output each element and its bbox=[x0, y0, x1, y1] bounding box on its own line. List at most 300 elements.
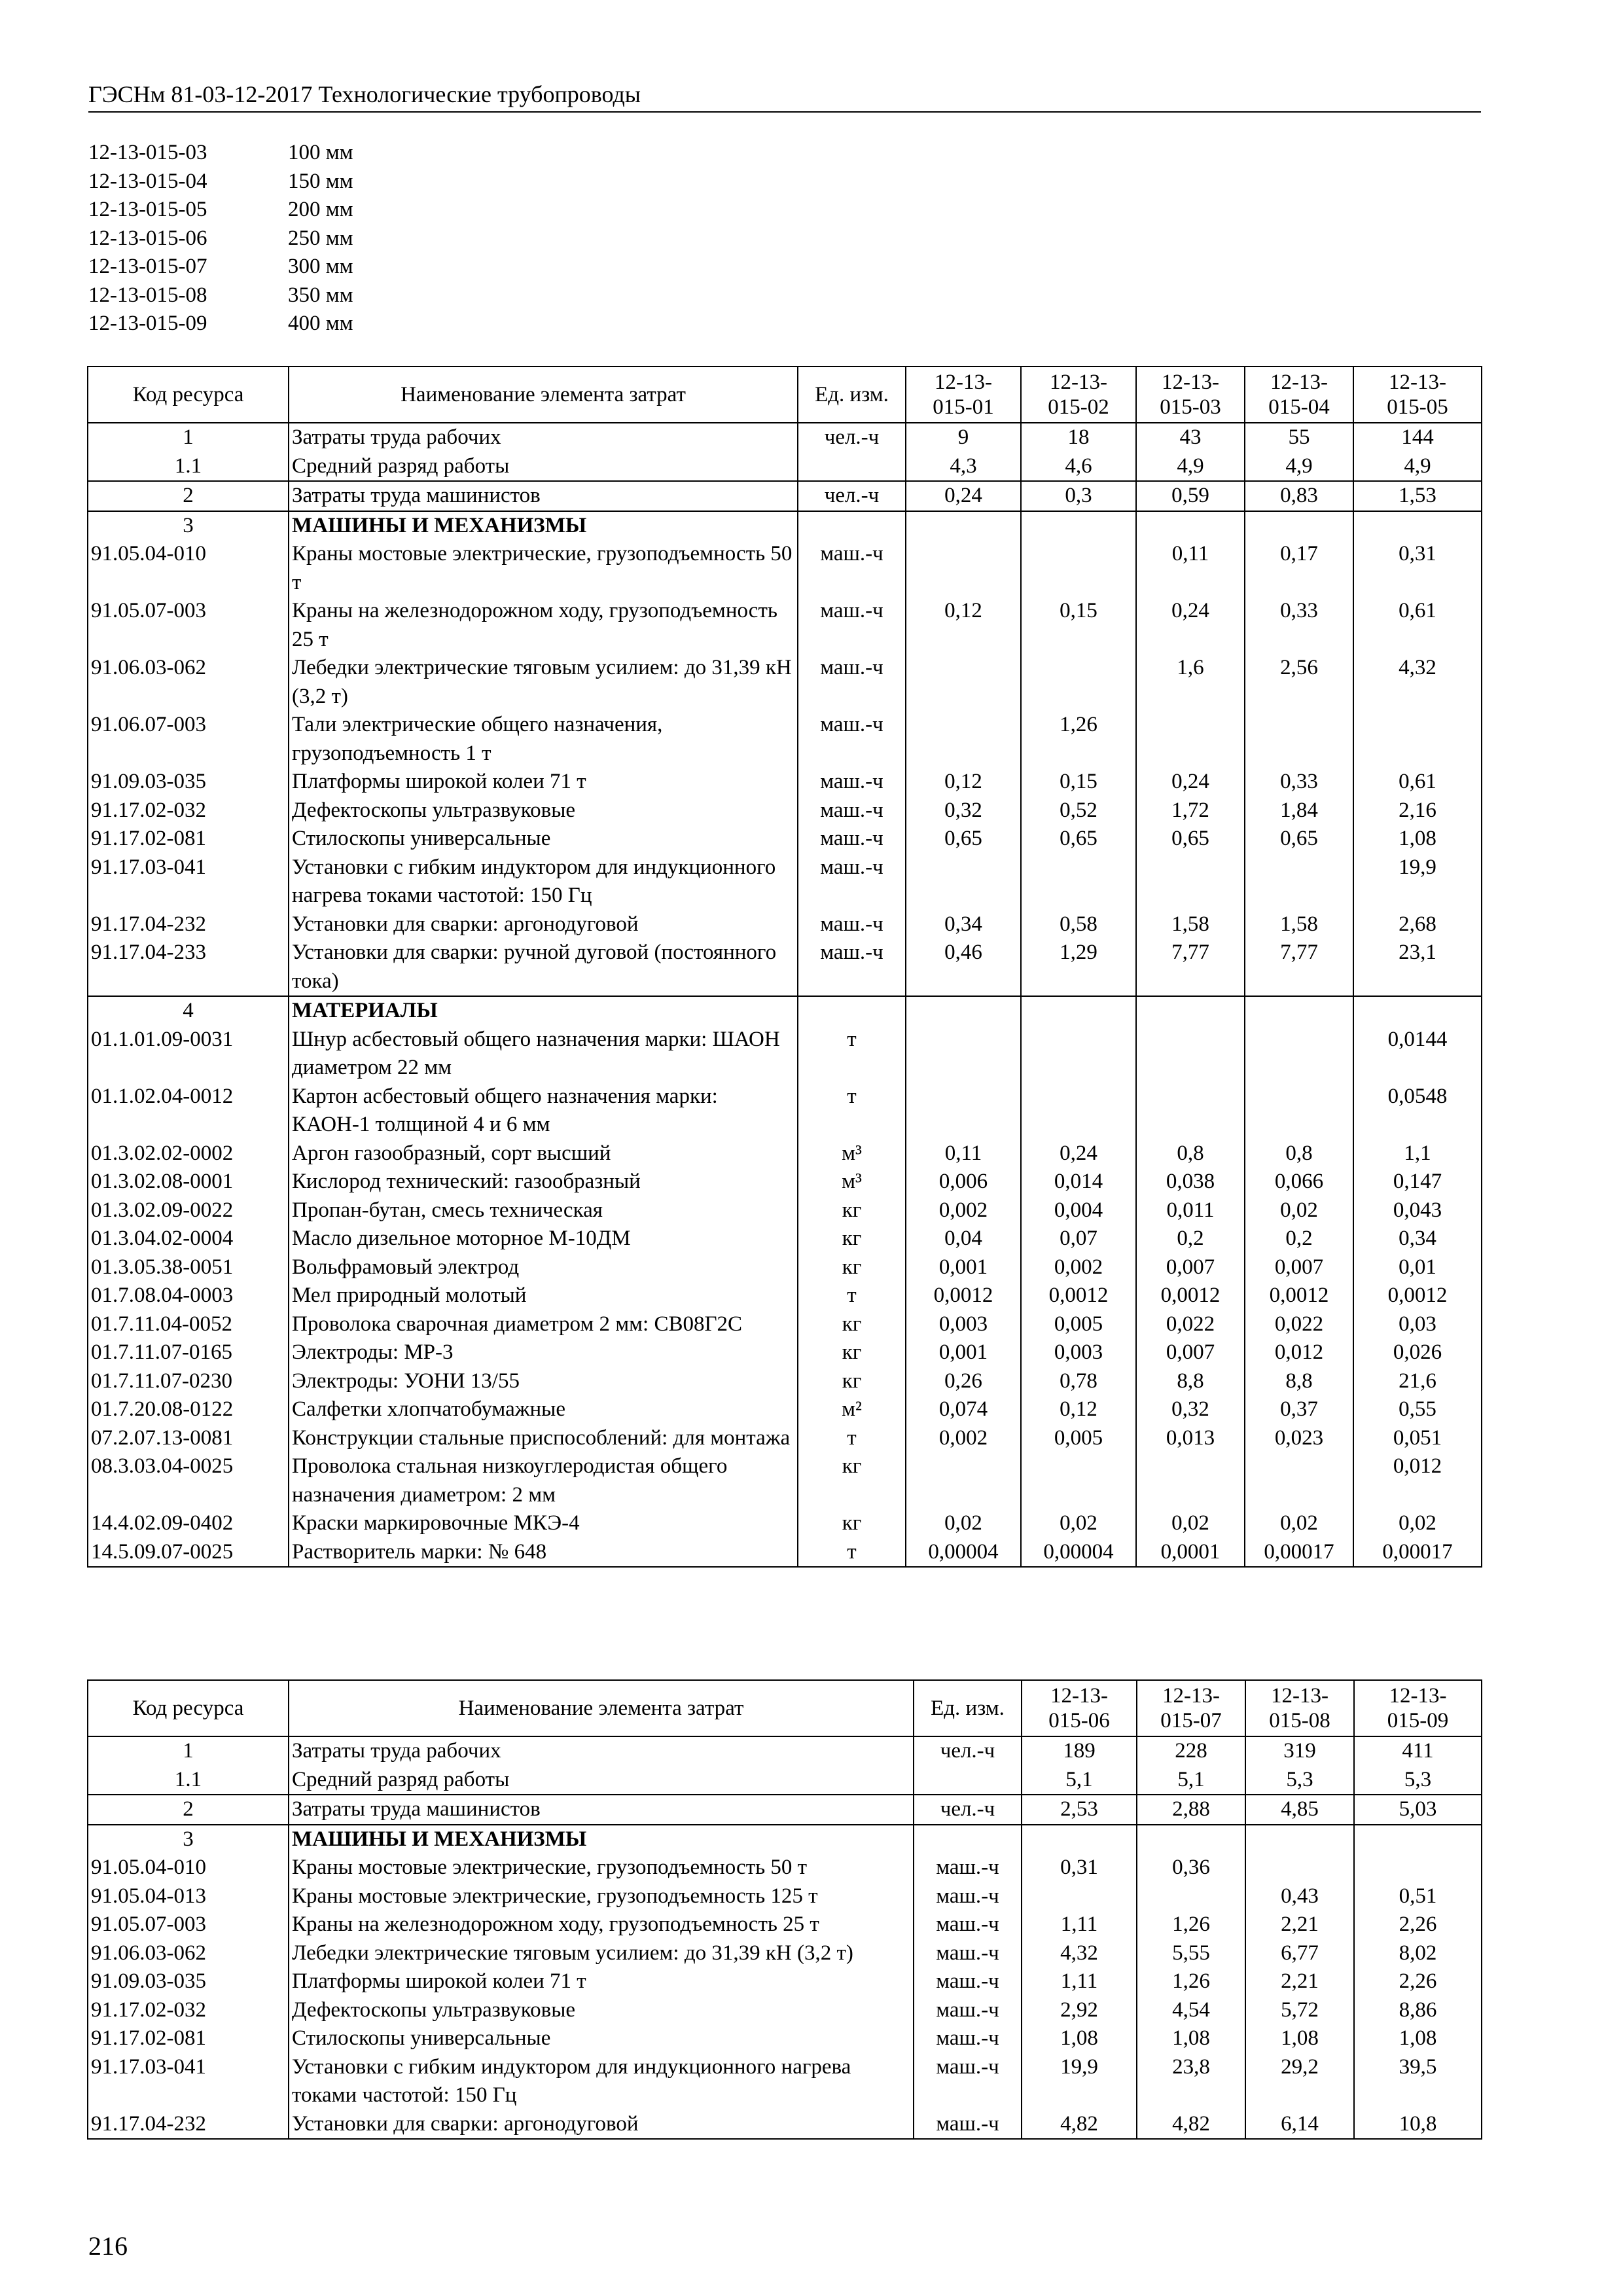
resource-code: 2 bbox=[88, 1795, 289, 1825]
column-header: 12-13- 015-03 bbox=[1136, 367, 1245, 423]
resource-value: 0,02 bbox=[1136, 1509, 1245, 1538]
table-row bbox=[88, 2024, 1482, 2053]
resource-value bbox=[1022, 1882, 1137, 1911]
resource-value bbox=[1354, 1854, 1482, 1882]
resource-code: 91.05.07-003 bbox=[88, 1910, 289, 1939]
resource-value: 7,77 bbox=[1136, 939, 1245, 996]
resource-value bbox=[906, 1452, 1021, 1509]
resource-unit bbox=[914, 1766, 1022, 1795]
resource-value: 0,33 bbox=[1245, 597, 1353, 654]
resource-value: 1,08 bbox=[1245, 2024, 1354, 2053]
column-header: 12-13- 015-07 bbox=[1137, 1680, 1245, 1736]
resource-value: 5,3 bbox=[1245, 1766, 1354, 1795]
table-row bbox=[88, 1825, 1482, 1854]
table-row bbox=[88, 1083, 1482, 1139]
resource-unit bbox=[798, 452, 906, 482]
resource-value: 23,1 bbox=[1353, 939, 1482, 996]
resource-unit: маш.-ч bbox=[914, 1854, 1022, 1882]
table-row bbox=[88, 853, 1482, 910]
resource-value: 0,051 bbox=[1353, 1424, 1482, 1453]
resource-name: Платформы широкой колеи 71 т bbox=[289, 768, 798, 797]
table-row bbox=[88, 825, 1482, 853]
resource-unit bbox=[798, 511, 906, 541]
resource-name: Картон асбестовый общего назначения марки: КАОН-1 толщиной 4 и 6 мм bbox=[289, 1083, 798, 1139]
table-row bbox=[88, 1168, 1482, 1196]
resource-code: 01.3.05.38-0051 bbox=[88, 1253, 289, 1282]
resource-value: 1,53 bbox=[1353, 481, 1482, 511]
resource-value: 0,12 bbox=[906, 597, 1021, 654]
resource-unit: маш.-ч bbox=[914, 2053, 1022, 2110]
resource-value: 10,8 bbox=[1354, 2110, 1482, 2140]
resource-unit: маш.-ч bbox=[914, 2024, 1022, 2053]
resource-unit: м³ bbox=[798, 1139, 906, 1168]
table-row bbox=[88, 996, 1482, 1026]
resource-name: Лебедки электрические тяговым усилием: до 31,39 кН (3,2 т) bbox=[289, 654, 798, 711]
resource-value: 0,043 bbox=[1353, 1196, 1482, 1225]
resource-name: Дефектоскопы ультразвуковые bbox=[289, 797, 798, 825]
resource-value: 2,26 bbox=[1354, 1910, 1482, 1939]
resource-value: 1,26 bbox=[1021, 711, 1136, 768]
resource-value: 4,54 bbox=[1137, 1996, 1245, 2025]
resource-value bbox=[906, 511, 1021, 541]
resource-value bbox=[1021, 853, 1136, 910]
resource-code: 91.17.02-032 bbox=[88, 797, 289, 825]
code-list-item bbox=[88, 196, 353, 224]
resource-code: 01.7.20.08-0122 bbox=[88, 1395, 289, 1424]
resource-value: 2,21 bbox=[1245, 1910, 1354, 1939]
resource-unit: маш.-ч bbox=[798, 825, 906, 853]
code-list-code: 12-13-015-03 bbox=[88, 141, 207, 164]
resource-value: 1,29 bbox=[1021, 939, 1136, 996]
resource-unit: маш.-ч bbox=[914, 1910, 1022, 1939]
resource-value: 0,3 bbox=[1021, 481, 1136, 511]
table-row bbox=[88, 1996, 1482, 2025]
resource-code: 91.17.02-032 bbox=[88, 1996, 289, 2025]
resource-name: МАШИНЫ И МЕХАНИЗМЫ bbox=[289, 511, 798, 541]
resource-value: 29,2 bbox=[1245, 2053, 1354, 2110]
resource-name: Установки для сварки: аргонодуговой bbox=[289, 2110, 914, 2140]
resource-unit: т bbox=[798, 1083, 906, 1139]
table-row bbox=[88, 1939, 1482, 1968]
code-list-item bbox=[88, 310, 353, 338]
resource-value bbox=[1021, 996, 1136, 1026]
resource-value: 23,8 bbox=[1137, 2053, 1245, 2110]
resource-value: 0,012 bbox=[1245, 1338, 1353, 1367]
resource-unit: маш.-ч bbox=[914, 2110, 1022, 2140]
resource-value: 0,007 bbox=[1245, 1253, 1353, 1282]
resource-value: 5,03 bbox=[1354, 1795, 1482, 1825]
resource-name: Краны мостовые электрические, грузоподъемность 125 т bbox=[289, 1882, 914, 1911]
resource-code: 07.2.07.13-0081 bbox=[88, 1424, 289, 1453]
resource-value: 4,9 bbox=[1245, 452, 1353, 482]
resource-code: 91.06.03-062 bbox=[88, 654, 289, 711]
resource-unit: кг bbox=[798, 1253, 906, 1282]
resource-code: 91.05.04-013 bbox=[88, 1882, 289, 1911]
resource-code: 01.7.11.07-0230 bbox=[88, 1367, 289, 1396]
resource-value: 189 bbox=[1022, 1736, 1137, 1766]
resource-value bbox=[1136, 1452, 1245, 1509]
resource-code: 91.06.07-003 bbox=[88, 711, 289, 768]
resource-value: 8,8 bbox=[1136, 1367, 1245, 1396]
code-list-code: 12-13-015-04 bbox=[88, 169, 207, 193]
resource-value: 0,32 bbox=[1136, 1395, 1245, 1424]
resource-unit: маш.-ч bbox=[914, 1882, 1022, 1911]
resource-code: 91.17.04-232 bbox=[88, 2110, 289, 2140]
resource-value: 0,15 bbox=[1021, 597, 1136, 654]
resource-unit: кг bbox=[798, 1338, 906, 1367]
resource-name: Стилоскопы универсальные bbox=[289, 2024, 914, 2053]
column-header: 12-13- 015-04 bbox=[1245, 367, 1353, 423]
resource-value: 9 bbox=[906, 423, 1021, 452]
resource-value: 0,0012 bbox=[1245, 1282, 1353, 1310]
resource-value bbox=[1137, 1882, 1245, 1911]
resource-value: 0,8 bbox=[1245, 1139, 1353, 1168]
resource-value: 0,31 bbox=[1353, 540, 1482, 597]
resource-unit: маш.-ч bbox=[798, 540, 906, 597]
resource-value: 0,43 bbox=[1245, 1882, 1354, 1911]
table-row bbox=[88, 711, 1482, 768]
resource-value: 2,92 bbox=[1022, 1996, 1137, 2025]
resource-code: 4 bbox=[88, 996, 289, 1026]
resource-value: 0,074 bbox=[906, 1395, 1021, 1424]
resource-value bbox=[1021, 1083, 1136, 1139]
resource-value: 8,86 bbox=[1354, 1996, 1482, 2025]
resource-unit: т bbox=[798, 1282, 906, 1310]
resource-value: 0,00004 bbox=[906, 1538, 1021, 1568]
resource-value: 0,26 bbox=[906, 1367, 1021, 1396]
resource-value: 0,51 bbox=[1354, 1882, 1482, 1911]
resource-name: Электроды: УОНИ 13/55 bbox=[289, 1367, 798, 1396]
table-row bbox=[88, 1253, 1482, 1282]
resource-value: 1,08 bbox=[1022, 2024, 1137, 2053]
resource-value: 0,24 bbox=[1021, 1139, 1136, 1168]
resource-unit: т bbox=[798, 1538, 906, 1568]
resource-name: Краны на железнодорожном ходу, грузоподъемность 25 т bbox=[289, 1910, 914, 1939]
resource-value: 1,08 bbox=[1354, 2024, 1482, 2053]
code-list-size: 100 мм bbox=[288, 141, 353, 164]
resource-unit: маш.-ч bbox=[798, 939, 906, 996]
resource-name: Установки для сварки: ручной дуговой (постоянного тока) bbox=[289, 939, 798, 996]
resource-code: 08.3.03.04-0025 bbox=[88, 1452, 289, 1509]
table-row bbox=[88, 1854, 1482, 1882]
resource-value: 0,17 bbox=[1245, 540, 1353, 597]
table-row bbox=[88, 1196, 1482, 1225]
resource-unit bbox=[798, 996, 906, 1026]
table-row bbox=[88, 1509, 1482, 1538]
resource-value: 2,26 bbox=[1354, 1967, 1482, 1996]
resource-code: 01.7.11.04-0052 bbox=[88, 1310, 289, 1339]
resource-value: 0,04 bbox=[906, 1225, 1021, 1253]
resource-code: 3 bbox=[88, 511, 289, 541]
resource-code: 91.17.02-081 bbox=[88, 2024, 289, 2053]
column-header: 12-13- 015-06 bbox=[1022, 1680, 1137, 1736]
resource-value: 0,24 bbox=[1136, 597, 1245, 654]
column-header: Код ресурса bbox=[88, 1680, 289, 1736]
resource-value: 0,83 bbox=[1245, 481, 1353, 511]
resource-value bbox=[1354, 1825, 1482, 1854]
resource-value: 0,022 bbox=[1136, 1310, 1245, 1339]
resource-value bbox=[1136, 711, 1245, 768]
resource-value: 0,65 bbox=[1245, 825, 1353, 853]
table-row bbox=[88, 1424, 1482, 1453]
resource-code: 2 bbox=[88, 481, 289, 511]
resource-unit: м³ bbox=[798, 1168, 906, 1196]
resource-value: 8,02 bbox=[1354, 1939, 1482, 1968]
resource-name: Электроды: МР-3 bbox=[289, 1338, 798, 1367]
code-list-size: 200 мм bbox=[288, 198, 353, 221]
resource-value bbox=[906, 540, 1021, 597]
resource-code: 14.5.09.07-0025 bbox=[88, 1538, 289, 1568]
resource-value: 4,85 bbox=[1245, 1795, 1354, 1825]
resource-value: 0,0548 bbox=[1353, 1083, 1482, 1139]
resource-name: Салфетки хлопчатобумажные bbox=[289, 1395, 798, 1424]
resource-name: Аргон газообразный, сорт высший bbox=[289, 1139, 798, 1168]
resource-value: 1,08 bbox=[1353, 825, 1482, 853]
resource-name: Затраты труда машинистов bbox=[289, 481, 798, 511]
table-row bbox=[88, 1395, 1482, 1424]
resource-name: Проволока сварочная диаметром 2 мм: СВ08Г2С bbox=[289, 1310, 798, 1339]
resource-value: 4,32 bbox=[1353, 654, 1482, 711]
resource-value: 1,11 bbox=[1022, 1967, 1137, 1996]
resource-value: 0,8 bbox=[1136, 1139, 1245, 1168]
resource-value bbox=[1137, 1825, 1245, 1854]
resource-value: 19,9 bbox=[1353, 853, 1482, 910]
resource-table-2 bbox=[87, 1679, 1482, 2140]
resource-value: 0,46 bbox=[906, 939, 1021, 996]
resource-code: 1 bbox=[88, 1736, 289, 1766]
resource-name: Тали электрические общего назначения, грузоподъемность 1 т bbox=[289, 711, 798, 768]
page-number: 216 bbox=[88, 2231, 128, 2261]
table-row bbox=[88, 1882, 1482, 1911]
resource-value: 4,82 bbox=[1137, 2110, 1245, 2140]
code-list-size: 400 мм bbox=[288, 312, 353, 335]
resource-code: 91.17.03-041 bbox=[88, 853, 289, 910]
resource-value: 0,52 bbox=[1021, 797, 1136, 825]
resource-value: 0,01 bbox=[1353, 1253, 1482, 1282]
resource-code: 91.17.04-232 bbox=[88, 910, 289, 939]
resource-value: 0,12 bbox=[1021, 1395, 1136, 1424]
resource-value bbox=[1136, 511, 1245, 541]
resource-value: 0,012 bbox=[1353, 1452, 1482, 1509]
resource-code: 01.1.02.04-0012 bbox=[88, 1083, 289, 1139]
resource-value: 0,07 bbox=[1021, 1225, 1136, 1253]
table-row bbox=[88, 1967, 1482, 1996]
resource-value: 0,011 bbox=[1136, 1196, 1245, 1225]
resource-unit: чел.-ч bbox=[798, 423, 906, 452]
resource-name: Пропан-бутан, смесь техническая bbox=[289, 1196, 798, 1225]
resource-unit: маш.-ч bbox=[798, 853, 906, 910]
column-header: 12-13- 015-05 bbox=[1353, 367, 1482, 423]
resource-value: 0,02 bbox=[1245, 1509, 1353, 1538]
resource-value bbox=[1245, 511, 1353, 541]
resource-value: 0,0012 bbox=[1021, 1282, 1136, 1310]
resource-code: 01.3.04.02-0004 bbox=[88, 1225, 289, 1253]
column-header: Наименование элемента затрат bbox=[289, 367, 798, 423]
resource-name: Установки с гибким индуктором для индукционного нагрева токами частотой: 150 Гц bbox=[289, 2053, 914, 2110]
resource-value: 0,33 bbox=[1245, 768, 1353, 797]
resource-value: 411 bbox=[1354, 1736, 1482, 1766]
resource-unit: маш.-ч bbox=[914, 1996, 1022, 2025]
resource-value: 0,0012 bbox=[1136, 1282, 1245, 1310]
code-list-size: 250 мм bbox=[288, 226, 353, 250]
resource-unit: кг bbox=[798, 1367, 906, 1396]
code-list-item bbox=[88, 224, 353, 253]
resource-value: 0,004 bbox=[1021, 1196, 1136, 1225]
resource-value: 1,58 bbox=[1245, 910, 1353, 939]
code-list-item bbox=[88, 253, 353, 281]
table-row bbox=[88, 452, 1482, 482]
resource-value bbox=[1021, 1026, 1136, 1083]
resource-value bbox=[1021, 654, 1136, 711]
resource-value: 1,84 bbox=[1245, 797, 1353, 825]
resource-value: 0,02 bbox=[1021, 1509, 1136, 1538]
resource-value: 0,78 bbox=[1021, 1367, 1136, 1396]
resource-value: 2,56 bbox=[1245, 654, 1353, 711]
resource-value: 6,77 bbox=[1245, 1939, 1354, 1968]
column-header: 12-13- 015-09 bbox=[1354, 1680, 1482, 1736]
resource-unit: кг bbox=[798, 1225, 906, 1253]
resource-name: Шнур асбестовый общего назначения марки: ШАОН диаметром 22 мм bbox=[289, 1026, 798, 1083]
resource-value bbox=[1021, 1452, 1136, 1509]
resource-value: 5,1 bbox=[1137, 1766, 1245, 1795]
resource-value: 21,6 bbox=[1353, 1367, 1482, 1396]
resource-name: Стилоскопы универсальные bbox=[289, 825, 798, 853]
table-row bbox=[88, 910, 1482, 939]
resource-value: 0,32 bbox=[906, 797, 1021, 825]
resource-value: 228 bbox=[1137, 1736, 1245, 1766]
resource-value bbox=[906, 996, 1021, 1026]
table-row bbox=[88, 1367, 1482, 1396]
resource-value: 0,02 bbox=[906, 1509, 1021, 1538]
resource-code: 01.7.11.07-0165 bbox=[88, 1338, 289, 1367]
resource-value: 2,68 bbox=[1353, 910, 1482, 939]
table-row bbox=[88, 939, 1482, 996]
resource-code: 01.3.02.09-0022 bbox=[88, 1196, 289, 1225]
resource-unit: маш.-ч bbox=[798, 711, 906, 768]
resource-unit: кг bbox=[798, 1310, 906, 1339]
resource-value: 18 bbox=[1021, 423, 1136, 452]
resource-code: 3 bbox=[88, 1825, 289, 1854]
resource-value: 0,2 bbox=[1245, 1225, 1353, 1253]
resource-value: 0,005 bbox=[1021, 1310, 1136, 1339]
resource-value bbox=[1245, 996, 1353, 1026]
resource-name: Средний разряд работы bbox=[289, 452, 798, 482]
resource-unit: чел.-ч bbox=[798, 481, 906, 511]
resource-name: Масло дизельное моторное М-10ДМ bbox=[289, 1225, 798, 1253]
resource-unit: чел.-ч bbox=[914, 1736, 1022, 1766]
resource-value: 5,3 bbox=[1354, 1766, 1482, 1795]
resource-code: 1.1 bbox=[88, 452, 289, 482]
resource-value: 0,02 bbox=[1245, 1196, 1353, 1225]
resource-value: 144 bbox=[1353, 423, 1482, 452]
resource-name: МАШИНЫ И МЕХАНИЗМЫ bbox=[289, 1825, 914, 1854]
resource-code: 01.3.02.08-0001 bbox=[88, 1168, 289, 1196]
code-list-item bbox=[88, 281, 353, 310]
resource-value bbox=[1245, 1026, 1353, 1083]
resource-unit: маш.-ч bbox=[798, 768, 906, 797]
resource-value: 5,72 bbox=[1245, 1996, 1354, 2025]
resource-value: 4,9 bbox=[1353, 452, 1482, 482]
resource-value: 0,31 bbox=[1022, 1854, 1137, 1882]
resource-value bbox=[1136, 1026, 1245, 1083]
resource-value: 0,65 bbox=[1021, 825, 1136, 853]
resource-unit: маш.-ч bbox=[914, 1967, 1022, 1996]
resource-name: Краны мостовые электрические, грузоподъемность 50 т bbox=[289, 540, 798, 597]
resource-value: 43 bbox=[1136, 423, 1245, 452]
resource-value: 1,08 bbox=[1137, 2024, 1245, 2053]
resource-value: 4,9 bbox=[1136, 452, 1245, 482]
resource-value: 0,005 bbox=[1021, 1424, 1136, 1453]
resource-value: 39,5 bbox=[1354, 2053, 1482, 2110]
resource-value bbox=[1353, 711, 1482, 768]
resource-code: 01.1.01.09-0031 bbox=[88, 1026, 289, 1083]
code-list-size: 150 мм bbox=[288, 169, 353, 193]
resource-value: 19,9 bbox=[1022, 2053, 1137, 2110]
code-list-size: 300 мм bbox=[288, 255, 353, 278]
resource-name: Вольфрамовый электрод bbox=[289, 1253, 798, 1282]
resource-name: Краски маркировочные МКЭ-4 bbox=[289, 1509, 798, 1538]
resource-code: 91.17.04-233 bbox=[88, 939, 289, 996]
resource-value: 0,12 bbox=[906, 768, 1021, 797]
resource-value: 0,0144 bbox=[1353, 1026, 1482, 1083]
resource-value bbox=[906, 853, 1021, 910]
resource-value: 5,55 bbox=[1137, 1939, 1245, 1968]
code-list-code: 12-13-015-08 bbox=[88, 283, 207, 307]
resource-name: МАТЕРИАЛЫ bbox=[289, 996, 798, 1026]
resource-value: 2,21 bbox=[1245, 1967, 1354, 1996]
resource-value bbox=[906, 711, 1021, 768]
resource-name: Кислород технический: газообразный bbox=[289, 1168, 798, 1196]
resource-name: Платформы широкой колеи 71 т bbox=[289, 1967, 914, 1996]
resource-value: 0,0012 bbox=[906, 1282, 1021, 1310]
column-header: Ед. изм. bbox=[914, 1680, 1022, 1736]
column-header: 12-13- 015-02 bbox=[1021, 367, 1136, 423]
table-row bbox=[88, 1139, 1482, 1168]
resource-value bbox=[1136, 1083, 1245, 1139]
resource-unit: т bbox=[798, 1424, 906, 1453]
resource-value: 0,34 bbox=[906, 910, 1021, 939]
resource-value: 0,03 bbox=[1353, 1310, 1482, 1339]
resource-value bbox=[1245, 1854, 1354, 1882]
resource-name: Установки с гибким индуктором для индукционного нагрева токами частотой: 150 Гц bbox=[289, 853, 798, 910]
resource-name: Лебедки электрические тяговым усилием: до 31,39 кН (3,2 т) bbox=[289, 1939, 914, 1968]
resource-value: 2,16 bbox=[1353, 797, 1482, 825]
resource-value: 0,002 bbox=[906, 1424, 1021, 1453]
table-row bbox=[88, 1338, 1482, 1367]
code-list-item bbox=[88, 139, 353, 168]
resource-code: 91.05.04-010 bbox=[88, 540, 289, 597]
resource-value: 55 bbox=[1245, 423, 1353, 452]
resource-value bbox=[1021, 540, 1136, 597]
resource-name: Растворитель марки: № 648 bbox=[289, 1538, 798, 1568]
table-row bbox=[88, 1282, 1482, 1310]
resource-value bbox=[906, 1026, 1021, 1083]
resource-code: 91.09.03-035 bbox=[88, 768, 289, 797]
resource-value bbox=[1245, 711, 1353, 768]
resource-value: 0,11 bbox=[906, 1139, 1021, 1168]
column-header: Код ресурса bbox=[88, 367, 289, 423]
resource-value: 0,066 bbox=[1245, 1168, 1353, 1196]
resource-name: Средний разряд работы bbox=[289, 1766, 914, 1795]
resource-name: Проволока стальная низкоуглеродистая общего назначения диаметром: 2 мм bbox=[289, 1452, 798, 1509]
table-row bbox=[88, 597, 1482, 654]
resource-value: 7,77 bbox=[1245, 939, 1353, 996]
resource-value: 0,001 bbox=[906, 1338, 1021, 1367]
resource-value: 1,26 bbox=[1137, 1967, 1245, 1996]
table-row bbox=[88, 1225, 1482, 1253]
resource-value bbox=[1245, 1825, 1354, 1854]
resource-name: Конструкции стальные приспособлений: для монтажа bbox=[289, 1424, 798, 1453]
